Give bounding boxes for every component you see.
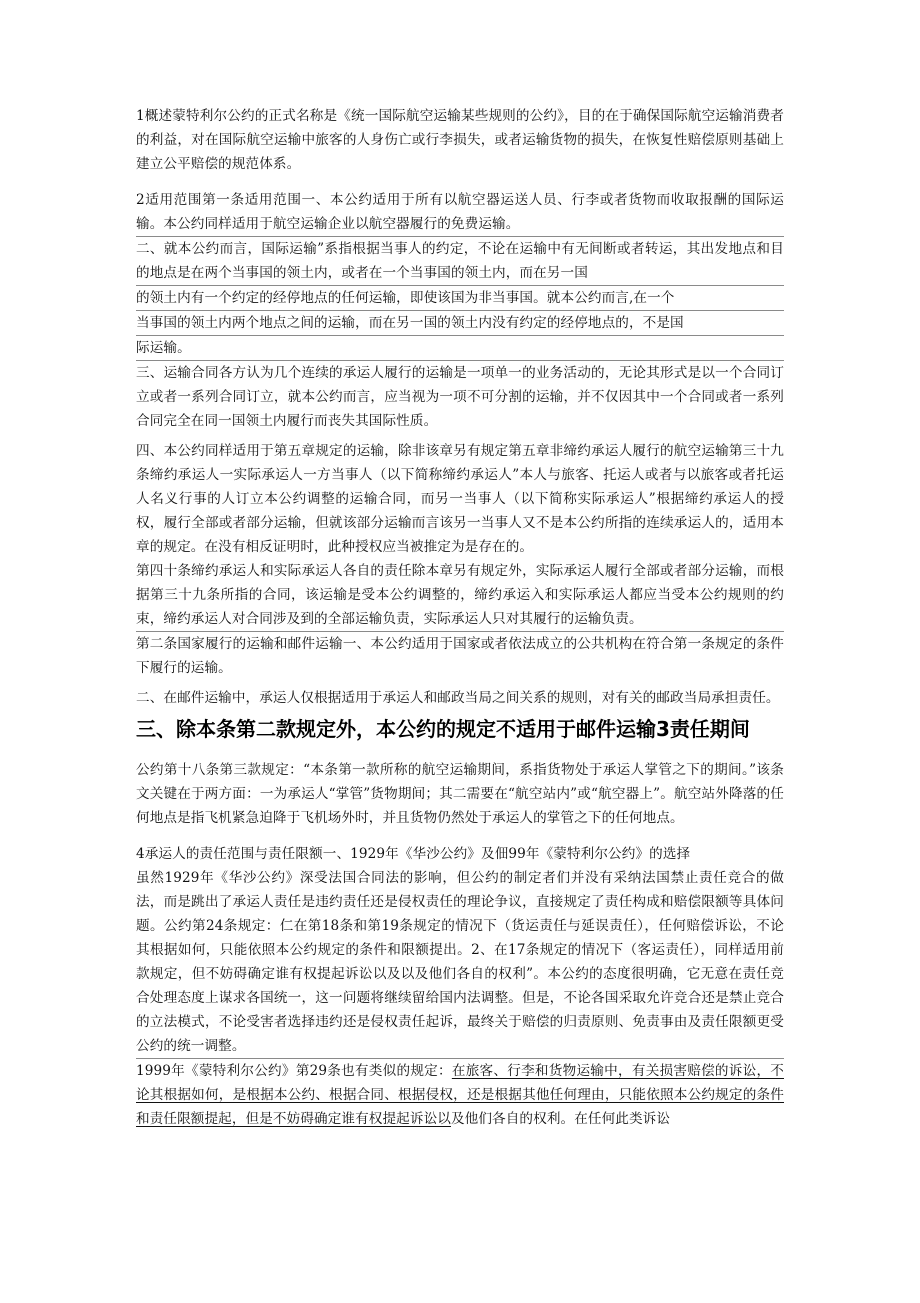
- paragraph-intl-transport-line2: 的领土内有一个约定的经停地点的任何运输，即使该国为非当事国。就本公约而言,在一个: [136, 286, 784, 311]
- paragraph-intl-transport-line4: 际运输。: [136, 336, 784, 361]
- paragraph-liability-scope-title: 4承运人的责任范围与责任限额一、1929年《华沙公约》及佃99年《蒙特利尔公约》的选择: [136, 846, 691, 862]
- paragraph-montreal-article-29: 1999年《蒙特利尔公约》第29条也有类似的规定：在旅客、行李和货物运输中，有关损害赔偿的诉讼，不论其根据如何，是根据本公约、根据合同、根据侵权，还是根据其他任何理由，只能依照本公约规定的条件和责任限额提起，但是不妨碍确定谁有权提起诉讼以及他们各自的权利。在任何此类诉讼: [136, 1063, 784, 1127]
- paragraph-liability-period: 公约第十八条第三款规定：“本条第一款所称的航空运输期间，系指货物处于承运人掌管之下的期间。”该条文关键在于两方面：一为承运人“掌管”货物期间；其二需要在“航空站内”或“航空器上”。航空站外降落的任何地点是指飞机紧急迫降于飞机场外时，并且货物仍然处于承运人的掌管之下的任何地点。: [136, 762, 784, 826]
- paragraph-article-2: 第二条国家履行的运输和邮件运输一、本公约适用于国家或者依法成立的公共机构在符合第一条规定的条件下履行的运输。: [136, 636, 784, 676]
- document-page: [136, 104, 784, 1131]
- paragraph-article-40: 第四十条缔约承运人和实际承运人各自的责任除本章另有规定外，实际承运人履行全部或者部分运输，而根据第三十九条所指的合同，该运输是受本公约调整的，缔约承运入和实际承运人都应当受本公约规则的约束，缔约承运人对合同涉及到的全部运输负责，实际承运人只对其履行的运输负责。: [136, 559, 784, 632]
- paragraph-mail-carriage: 二、在邮件运输中，承运人仅根据适用于承运人和邮政当局之间关系的规则，对有关的邮政当局承担责任。: [136, 690, 780, 706]
- section-heading: 三、除本条第二款规定外，本公约的规定不适用于邮件运输3责任期间: [136, 717, 750, 741]
- paragraph-scope: 2适用范围第一条适用范围一、本公约适用于所有以航空器运送人员、行李或者货物而收取报酬的国际运输。本公约同样适用于航空运输企业以航空器履行的免费运输。: [136, 188, 784, 237]
- paragraph-intl-transport-line3: 当事国的领土内两个地点之间的运输，而在另一国的领土内没有约定的经停地点的，不是国: [136, 311, 784, 336]
- paragraph-warsaw-convention: 虽然1929年《华沙公约》深受法国合同法的影响，但公约的制定者们并没有采纳法国禁止责任竞合的做法，而是跳出了承运人责任是违约责任还是侵权责任的理论争议，直接规定了责任构成和赔偿限额等具体问题。公约第24条规定：仁在第18条和第19条规定的情况下（货运责任与延误责任），任何赔偿诉讼，不论其根据如何，只能依照本公约规定的条件和限额提出。2、在17条规定的情况下（客运责任），同样适用前款规定，但不妨碍确定谁有权提起诉讼以及以及他们各自的权利”。本公约的态度很明确，它无意在责任竞合处理态度上谋求各国统一，这一问题将继续留给国内法调整。但是，不论各国采取允许竞合还是禁止竞合的立法模式，不论受害者选择违约还是侵权责任起诉，最终关于赔偿的归责原则、免责事由及责任限额更受公约的统一调整。: [136, 866, 784, 1059]
- underlined-quote: 在旅客、行李和货物运输中，有关损害赔偿的诉讼，不论其根据如何，是根据本公约、根据合同、根据侵权，还是根据其他任何理由，只能依照本公约规定的条件和责任限额提起，但是不妨碍确定谁有权提起诉讼以: [136, 1063, 784, 1127]
- paragraph-article-39: 四、本公约同样适用于第五章规定的运输，除非该章另有规定第五章非缔约承运人履行的航空运输第三十九条缔约承运人一实际承运人一方当事人（以下简称缔约承运人”本人与旅客、托运人或者与以旅客或者托运人名义行事的人订立本公约调整的运输合同，而另一当事人（以下简称实际承运人”根据缔约承运人的授权，履行全部或者部分运输，但就该部分运输而言该另一当事人又不是本公约所指的连续承运人的，适用本章的规定。在没有相反证明时，此种授权应当被推定为是存在的。: [136, 443, 784, 555]
- paragraph-intl-transport: 二、就本公约而言，国际运输”系指根据当事人的约定，不论在运输中有无间断或者转运，其出发地点和目的地点是在两个当事国的领土内，或者在一个当事国的领土内，而在另一国: [136, 237, 784, 286]
- paragraph-successive-carriers: 三、运输合同各方认为几个连续的承运人履行的运输是一项单一的业务活动的，无论其形式是以一个合同订立或者一系列合同订立，就本公约而言，应当视为一项不可分割的运输，并不仅因其中一个合同或者一系列合同完全在同一国领土内履行而丧失其国际性质。: [136, 365, 784, 429]
- paragraph-overview: 1概述蒙特利尔公约的正式名称是《统一国际航空运输某些规则的公约》，目的在于确保国际航空运输消费者的利益，对在国际航空运输中旅客的人身伤亡或行李损失，或者运输货物的损失，在恢复性赔偿原则基础上建立公平赔偿的规范体系。: [136, 108, 784, 172]
